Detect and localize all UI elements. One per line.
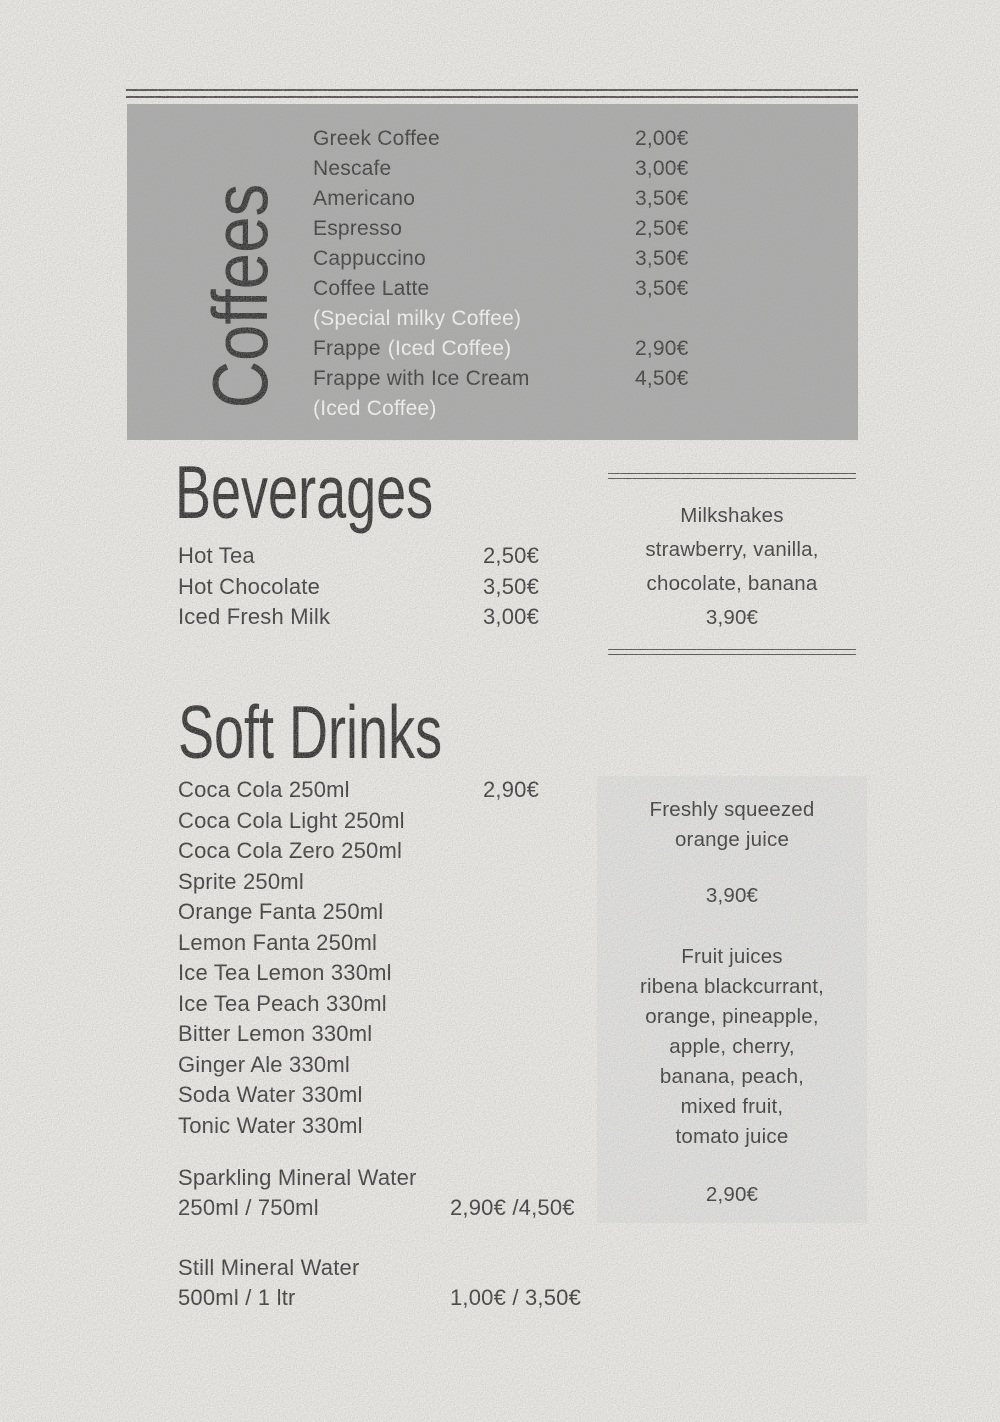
double-rule-top [126, 89, 858, 98]
item-sizes-row [178, 1283, 638, 1313]
still-water-item [178, 1253, 638, 1313]
menu-item-row [178, 775, 638, 806]
coffees-title: Coffees [196, 183, 284, 409]
menu-item-row [178, 806, 638, 837]
menu-item-row [313, 394, 853, 424]
fruit-juices-subheading: Fruit juices [681, 945, 783, 968]
item-name: Ice Tea Peach 330ml [178, 990, 387, 1016]
menu-item-row [178, 572, 638, 603]
menu-item-row [178, 836, 638, 867]
fruit-juice-box [597, 776, 867, 1223]
soft-drinks-title: Soft Drinks [178, 690, 443, 774]
item-name: Ice Tea Lemon 330ml [178, 960, 392, 985]
item-note: (Special milky Coffee) [313, 307, 522, 330]
item-name: Orange Fanta 250ml [178, 899, 384, 924]
item-price: 2,90€ [483, 777, 540, 802]
item-sizes-row [178, 1193, 638, 1223]
item-sizes: 250ml / 750ml [178, 1195, 319, 1220]
item-name: Americano [313, 187, 416, 210]
menu-item-row [178, 1019, 638, 1050]
juice-flavor-line: apple, cherry, [669, 1035, 795, 1058]
menu-item-row [313, 184, 853, 214]
menu-item-row [178, 1050, 638, 1081]
coffees-section [127, 104, 858, 440]
juice-flavor-line: mixed fruit, [680, 1095, 784, 1118]
item-price: 2,50€ [483, 543, 540, 568]
item-name-text: Sparkling Mineral Water [178, 1165, 417, 1190]
menu-item-row [178, 1111, 638, 1142]
juice-flavor-line: orange, pineapple, [645, 1005, 819, 1028]
item-price: 2,50€ [635, 217, 689, 240]
item-name: Coca Cola 250ml [178, 777, 350, 802]
item-name: Ginger Ale 330ml [178, 1051, 350, 1077]
item-name [178, 1253, 638, 1283]
item-name [178, 1163, 638, 1193]
soft-drinks-list [178, 775, 638, 1141]
menu-item-row [313, 214, 853, 244]
menu-item-row [178, 989, 638, 1020]
milkshakes-flavors-line: chocolate, banana [646, 572, 818, 595]
double-rule-milkshakes-bottom [608, 649, 856, 655]
item-price: 3,50€ [635, 187, 689, 210]
juice-heading-line: Freshly squeezed [649, 798, 815, 821]
item-name: Nescafe [313, 157, 392, 180]
item-name: Frappe [313, 337, 381, 360]
menu-item-row [313, 154, 853, 184]
sparkling-water-item [178, 1163, 638, 1223]
item-name: Iced Fresh Milk [178, 604, 331, 629]
item-name: Frappe with Ice Cream [313, 367, 530, 390]
menu-item-row [178, 928, 638, 959]
juice-flavor-line: banana, peach, [659, 1065, 805, 1088]
juice-flavor-line: tomato juice [675, 1125, 789, 1148]
item-price: 4,50€ [635, 367, 689, 390]
menu-item-row [178, 541, 638, 572]
item-name: Tonic Water 330ml [178, 1112, 363, 1138]
fresh-juice-price: 3,90€ [705, 884, 759, 907]
milkshakes-box [608, 499, 856, 635]
item-name: Coffee Latte [313, 277, 430, 300]
menu-item-row [178, 897, 638, 928]
milkshakes-title: Milkshakes [680, 504, 784, 527]
item-price: 3,50€ [635, 277, 689, 300]
item-name: Sprite 250ml [178, 868, 304, 894]
juice-flavor-line: ribena blackcurrant, [639, 975, 825, 998]
menu-item-row [178, 958, 638, 989]
item-name: Greek Coffee [313, 127, 440, 150]
item-name: Hot Chocolate [178, 573, 321, 599]
milkshakes-flavors-line: strawberry, vanilla, [645, 538, 819, 561]
item-price: 1,00€ / 3,50€ [450, 1285, 582, 1310]
milkshakes-price: 3,90€ [705, 606, 759, 629]
item-price: 3,50€ [483, 573, 540, 599]
item-note: (Iced Coffee) [313, 397, 437, 420]
item-price: 2,00€ [635, 127, 689, 150]
menu-item-row [313, 364, 853, 394]
item-name-text: Still Mineral Water [178, 1255, 360, 1280]
menu-item-row [313, 244, 853, 274]
item-price: 2,90€ [635, 337, 689, 360]
coffees-list [313, 124, 853, 424]
item-price: 3,50€ [635, 247, 689, 270]
beverages-title: Beverages [175, 450, 434, 534]
beverages-list [178, 541, 638, 633]
item-note: (Iced Coffee) [387, 337, 512, 360]
item-price: 3,00€ [483, 604, 540, 629]
menu-item-row [178, 867, 638, 898]
item-name: Hot Tea [178, 543, 255, 568]
juice-heading-line: orange juice [674, 828, 790, 851]
menu-item-row [313, 274, 853, 304]
menu-item-row [178, 1080, 638, 1111]
item-sizes: 500ml / 1 ltr [178, 1285, 296, 1310]
menu-item-row [313, 304, 853, 334]
double-rule-milkshakes-top [608, 473, 856, 479]
item-name: Lemon Fanta 250ml [178, 929, 378, 955]
item-name: Coca Cola Zero 250ml [178, 838, 403, 863]
menu-item-row [178, 602, 638, 633]
fruit-juice-price: 2,90€ [705, 1183, 759, 1206]
item-name: Espresso [313, 217, 403, 240]
menu-item-row [313, 124, 853, 154]
item-name: Cappuccino [313, 247, 426, 270]
menu-item-row [313, 334, 853, 364]
item-price: 3,00€ [635, 157, 689, 180]
item-name: Bitter Lemon 330ml [178, 1021, 373, 1046]
item-name: Soda Water 330ml [178, 1082, 363, 1107]
item-name: Coca Cola Light 250ml [178, 807, 405, 833]
item-price: 2,90€ /4,50€ [450, 1195, 575, 1220]
